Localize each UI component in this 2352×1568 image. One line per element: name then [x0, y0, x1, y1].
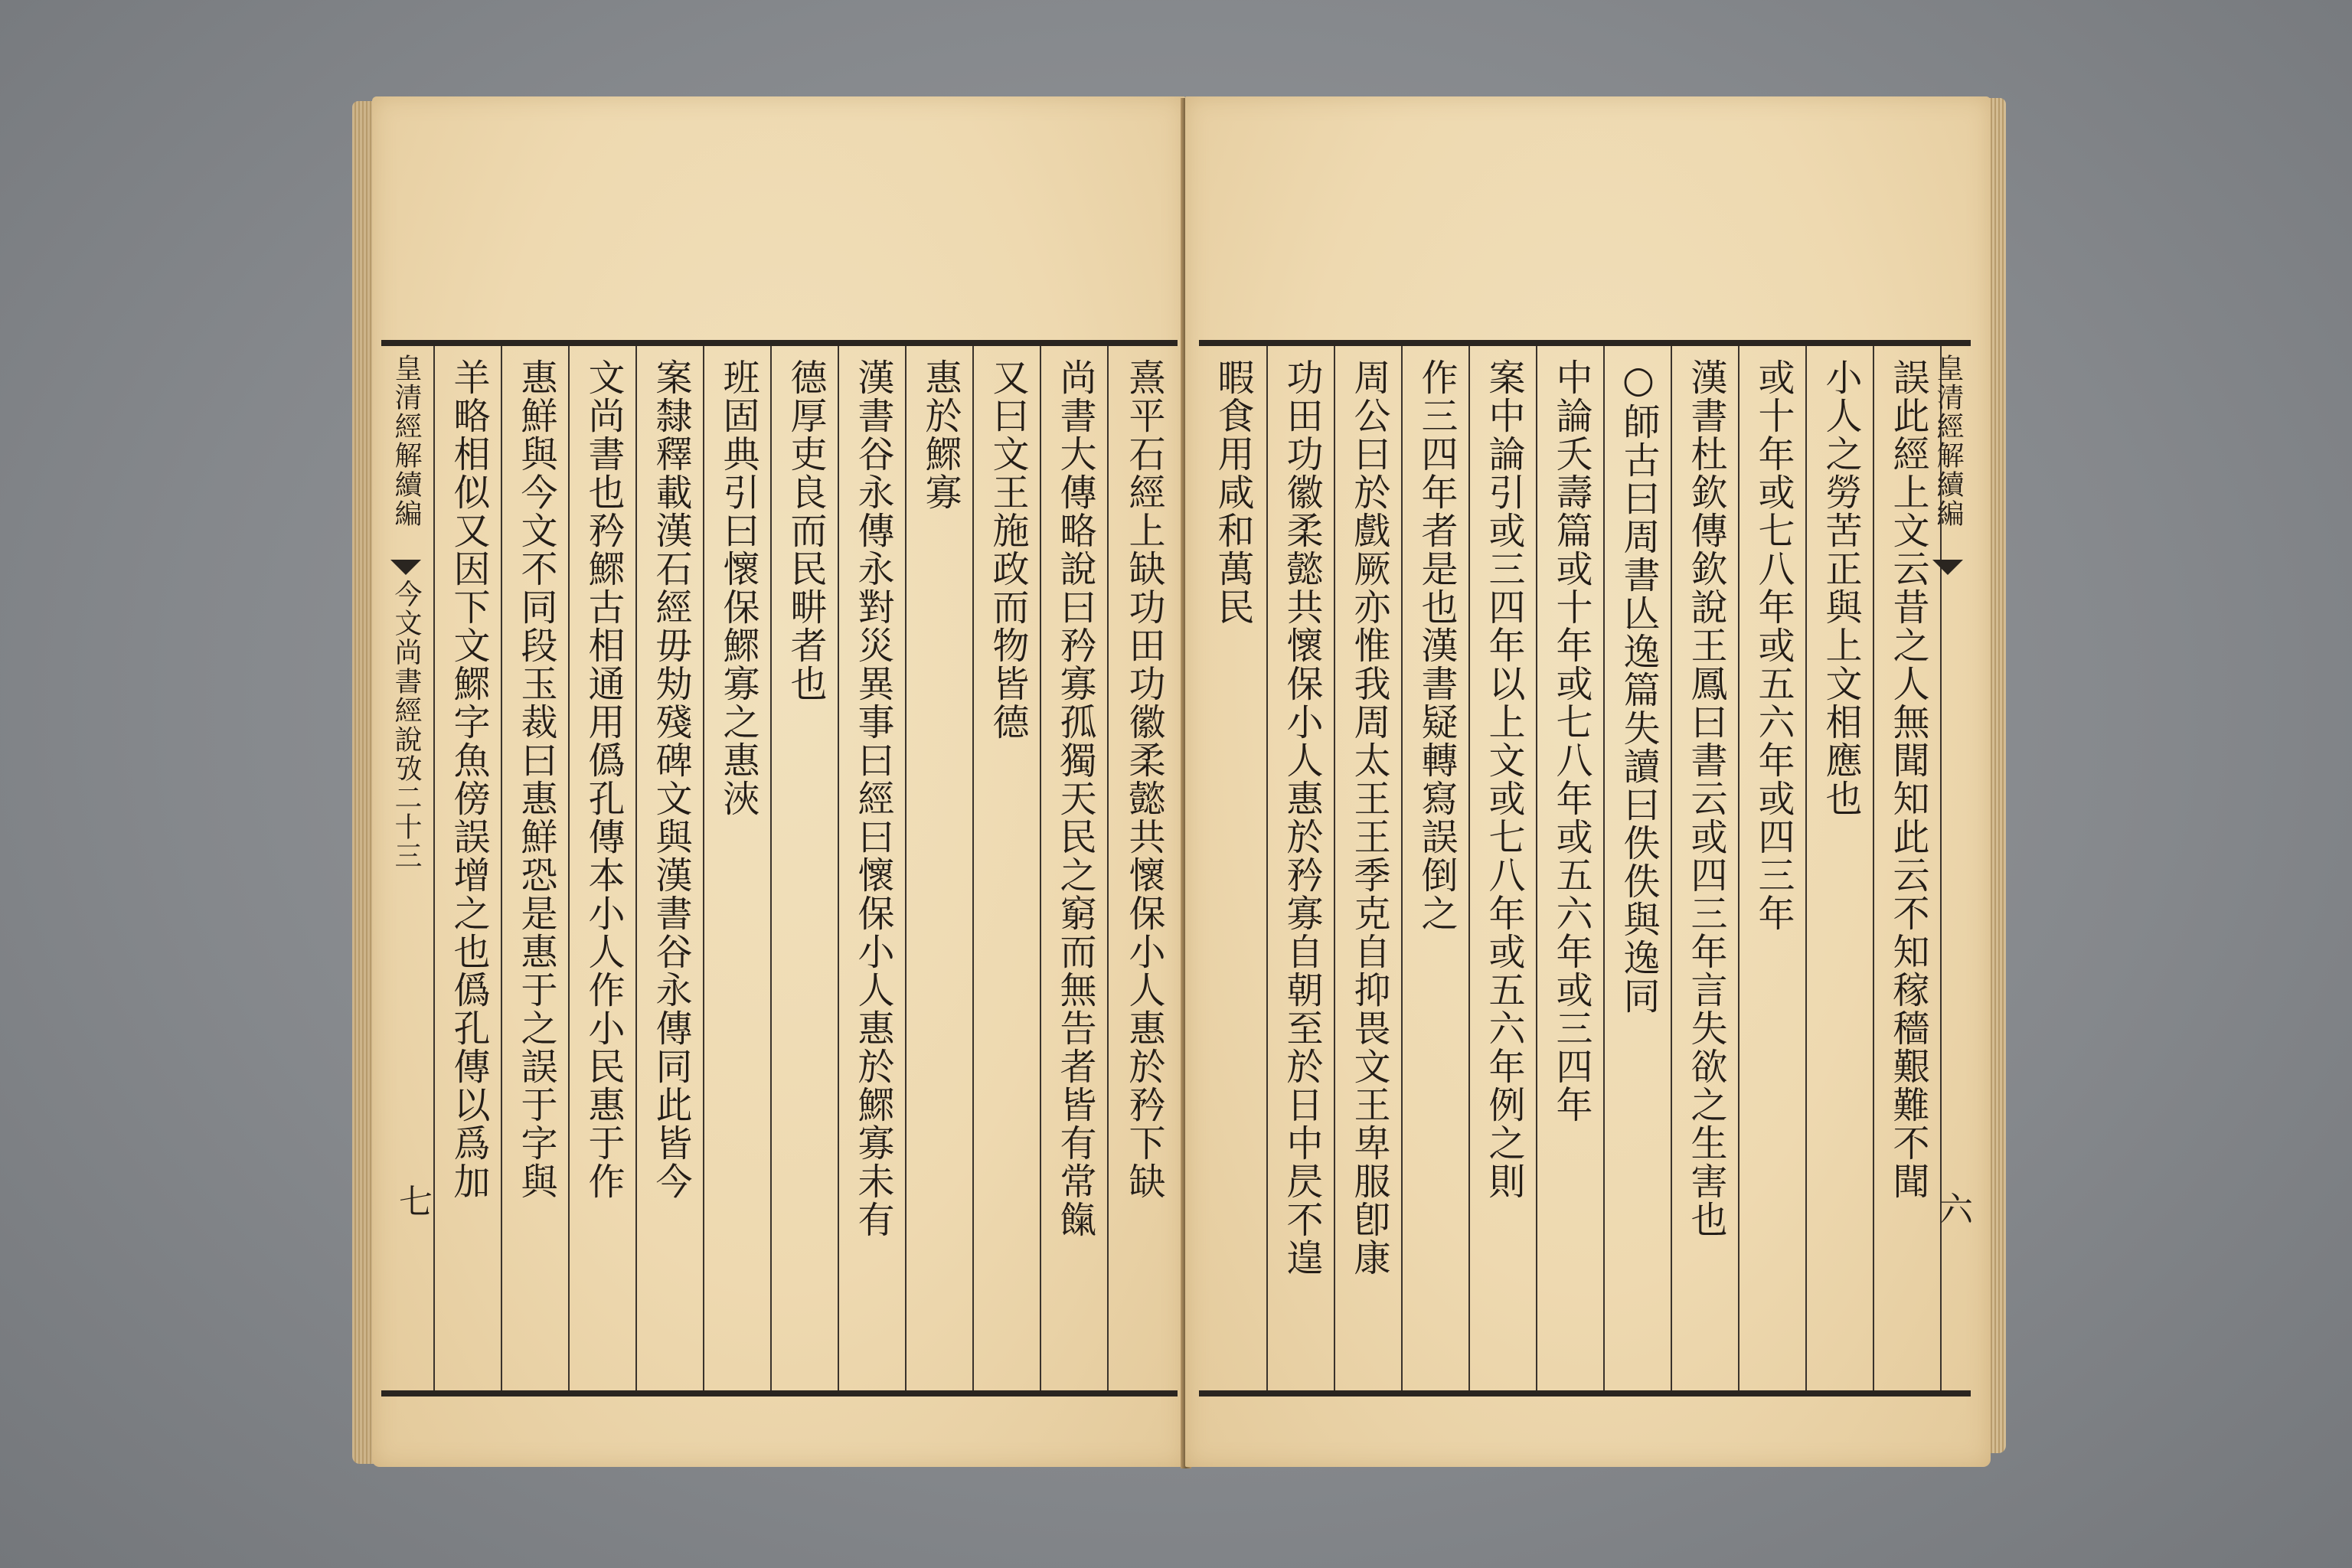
- text-column: 文尚書也矜鰥古相通用僞孔傳本小人作小民惠于作: [568, 346, 635, 1390]
- text-column: 作三四年者是也漢書疑轉寫誤倒之: [1401, 346, 1468, 1390]
- text-column: ○師古曰周書亾逸篇失讀曰佚佚與逸同: [1603, 346, 1671, 1390]
- text-column: 案隸釋載漢石經毋劮殘碑文與漢書谷永傳同此皆今: [635, 346, 703, 1390]
- text-column: 功田功徽柔懿共懷保小人惠於矜寡自朝至於日中昃不遑: [1266, 346, 1334, 1390]
- text-column: 班固典引曰懷保鰥寡之惠浹: [703, 346, 770, 1390]
- text-column: 尚書大傳略說曰矜寡孤獨天民之窮而無告者皆有常餼: [1040, 346, 1107, 1390]
- text-column: 誤此經上文云昔之人無聞知此云不知稼穡艱難不聞: [1873, 346, 1940, 1390]
- open-book: [352, 90, 2006, 1480]
- left-text-frame: [381, 340, 1178, 1396]
- left-margin-section: 今文尚書經說攷二十三: [390, 579, 422, 871]
- right-margin-column: [1932, 346, 1972, 1390]
- fold-mark-icon: [390, 560, 421, 575]
- text-column: 中論夭壽篇或十年或七八年或五六年或三四年: [1536, 346, 1603, 1390]
- text-column: 惠鮮與今文不同段玉裁曰惠鮮恐是惠于之誤于字與: [501, 346, 568, 1390]
- text-column: 又曰文王施政而物皆德: [972, 346, 1040, 1390]
- text-column: 或十年或七八年或五六年或四三年: [1738, 346, 1805, 1390]
- text-column: 熹平石經上缺功田功徽柔懿共懷保小人惠於矜下缺: [1107, 346, 1176, 1390]
- text-column: 漢書杜欽傳欽說王鳳曰書云或四三年言失欲之生害也: [1671, 346, 1738, 1390]
- text-column: 周公曰於戲厥亦惟我周太王王季克自抑畏文王卑服卽康: [1334, 346, 1401, 1390]
- left-leaf-number: 七: [393, 1184, 432, 1217]
- text-column: 德厚吏良而民畊者也: [770, 346, 838, 1390]
- text-column: 惠於鰥寡: [905, 346, 972, 1390]
- text-column: 羊略相似又因下文鰥字魚傍誤增之也僞孔傳以爲加: [433, 346, 501, 1390]
- right-text-frame: [1199, 340, 1971, 1396]
- text-column: 案中論引或三四年以上文或七八年或五六年例之則: [1468, 346, 1536, 1390]
- right-page: [1185, 96, 1991, 1467]
- text-column: 小人之勞苦正與上文相應也: [1805, 346, 1873, 1390]
- left-page: [372, 96, 1185, 1467]
- fold-mark-icon: [1932, 560, 1963, 575]
- text-column: 漢書谷永傳永對災異事曰經曰懷保小人惠於鰥寡未有: [838, 346, 905, 1390]
- left-margin-title: 皇清經解續編: [390, 354, 422, 528]
- right-leaf-number: 六: [1933, 1191, 1972, 1225]
- right-margin-title: 皇清經解續編: [1932, 354, 1964, 528]
- text-column: 暇食用咸和萬民: [1211, 358, 1254, 626]
- left-margin-column: [381, 346, 430, 1390]
